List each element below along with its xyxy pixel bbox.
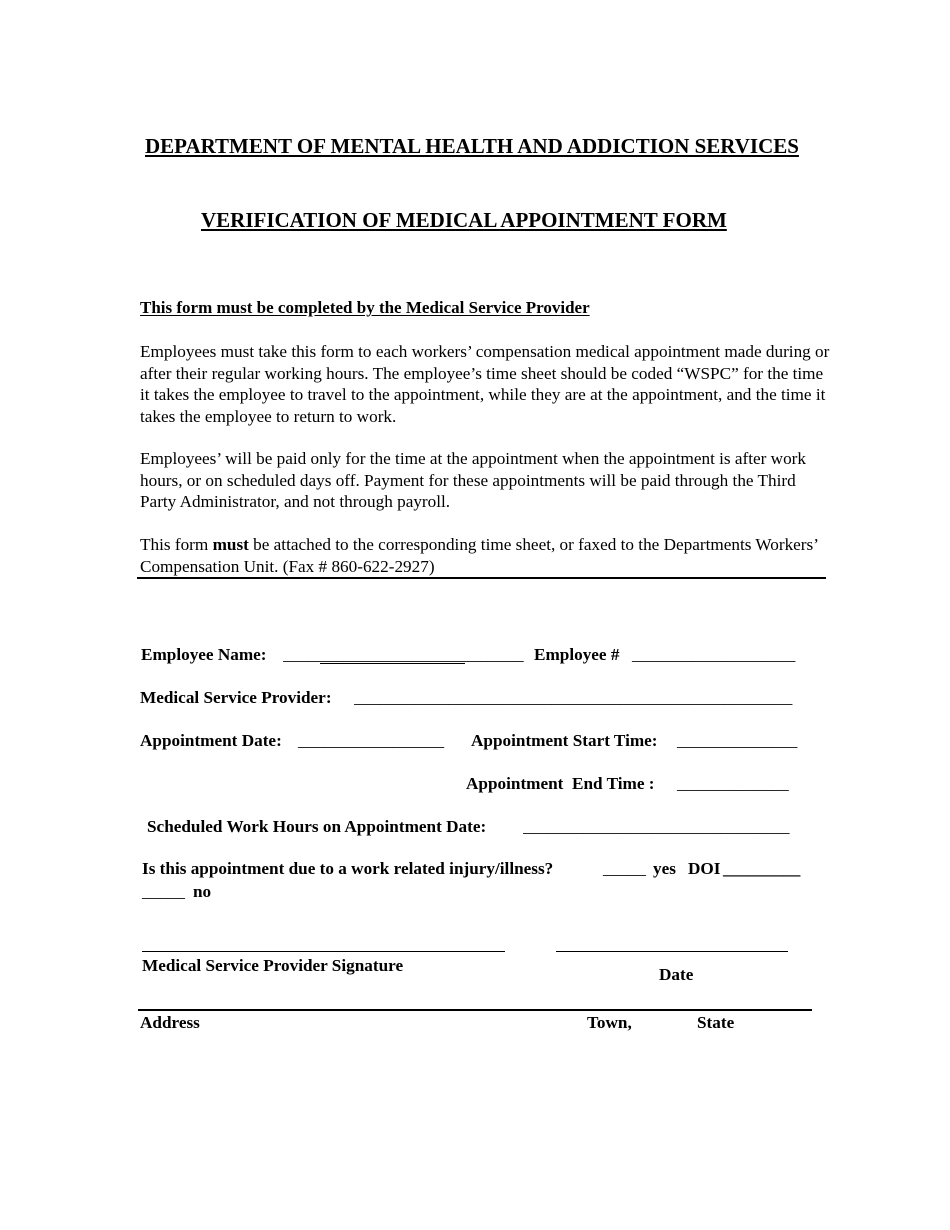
paragraph-3-after: be attached to the corresponding time sheet, or faxed to the Departments Workers’ Compensation Unit. (Fax # 860-622-2927) bbox=[140, 535, 818, 576]
injury-question: Is this appointment due to a work related injury/illness? bbox=[142, 859, 554, 878]
paragraph-1-text: Employees must take this form to each workers’ compensation medical appointment made during or after their regular working hours. The employee’s time sheet should be coded “WSPC” for the time it takes the employee to travel to the appointment, while they are at the appointment, and the time it takes the employee to return to work. bbox=[140, 342, 830, 426]
instructions-paragraph-1 bbox=[140, 341, 830, 427]
paragraph-3-text bbox=[140, 534, 830, 577]
employee-number-field[interactable]: ___________________ bbox=[632, 645, 796, 664]
provider-field[interactable]: ___________________________________________________ bbox=[354, 688, 793, 707]
yes-blank[interactable]: _____ bbox=[603, 859, 646, 878]
date-label: Date bbox=[659, 965, 694, 984]
paragraph-2-text: Employees’ will be paid only for the time at the appointment when the appointment is after work hours, or on scheduled days off. Payment for these appointments will be paid through the Third Party Administrator, and not through payroll. bbox=[140, 449, 806, 511]
employee-number-label: Employee # bbox=[534, 645, 620, 664]
yes-label: yes bbox=[653, 859, 676, 878]
appointment-date-field[interactable]: _________________ bbox=[298, 731, 445, 750]
form-title: VERIFICATION OF MEDICAL APPOINTMENT FORM bbox=[201, 208, 727, 232]
employee-name-field[interactable]: ____________________________ bbox=[283, 645, 524, 664]
provider-label: Medical Service Provider: bbox=[140, 688, 332, 707]
address-label: Address bbox=[140, 1013, 200, 1032]
doi-label: DOI bbox=[688, 859, 721, 878]
section-divider-bottom bbox=[138, 1009, 812, 1011]
paragraph-3-before: This form bbox=[140, 535, 213, 554]
signature-label: Medical Service Provider Signature bbox=[142, 956, 404, 975]
town-label: Town, bbox=[587, 1013, 632, 1032]
appointment-start-field[interactable]: ______________ bbox=[677, 731, 798, 750]
date-line[interactable] bbox=[556, 951, 788, 952]
instructions-heading: This form must be completed by the Medical Service Provider bbox=[140, 298, 590, 317]
state-label: State bbox=[697, 1013, 735, 1032]
section-divider-top bbox=[137, 577, 826, 579]
scheduled-hours-label: Scheduled Work Hours on Appointment Date: bbox=[147, 817, 487, 836]
appointment-end-field[interactable]: _____________ bbox=[677, 774, 789, 793]
department-title: DEPARTMENT OF MENTAL HEALTH AND ADDICTION SERVICES bbox=[145, 134, 799, 158]
no-label: no bbox=[193, 882, 212, 901]
scheduled-hours-field[interactable]: _______________________________ bbox=[523, 817, 790, 836]
instructions-paragraph-2 bbox=[140, 448, 830, 513]
paragraph-3-emphasis: must bbox=[212, 535, 249, 554]
instructions-paragraph-3 bbox=[140, 534, 830, 577]
signature-line[interactable] bbox=[142, 951, 505, 952]
employee-name-underline-emphasis bbox=[320, 663, 465, 664]
appointment-date-label: Appointment Date: bbox=[140, 731, 282, 750]
doi-field[interactable]: _________ bbox=[723, 859, 801, 878]
appointment-end-label: Appointment End Time : bbox=[466, 774, 655, 793]
no-blank[interactable]: _____ bbox=[142, 882, 185, 901]
appointment-start-label: Appointment Start Time: bbox=[471, 731, 658, 750]
employee-name-label: Employee Name: bbox=[141, 645, 267, 664]
